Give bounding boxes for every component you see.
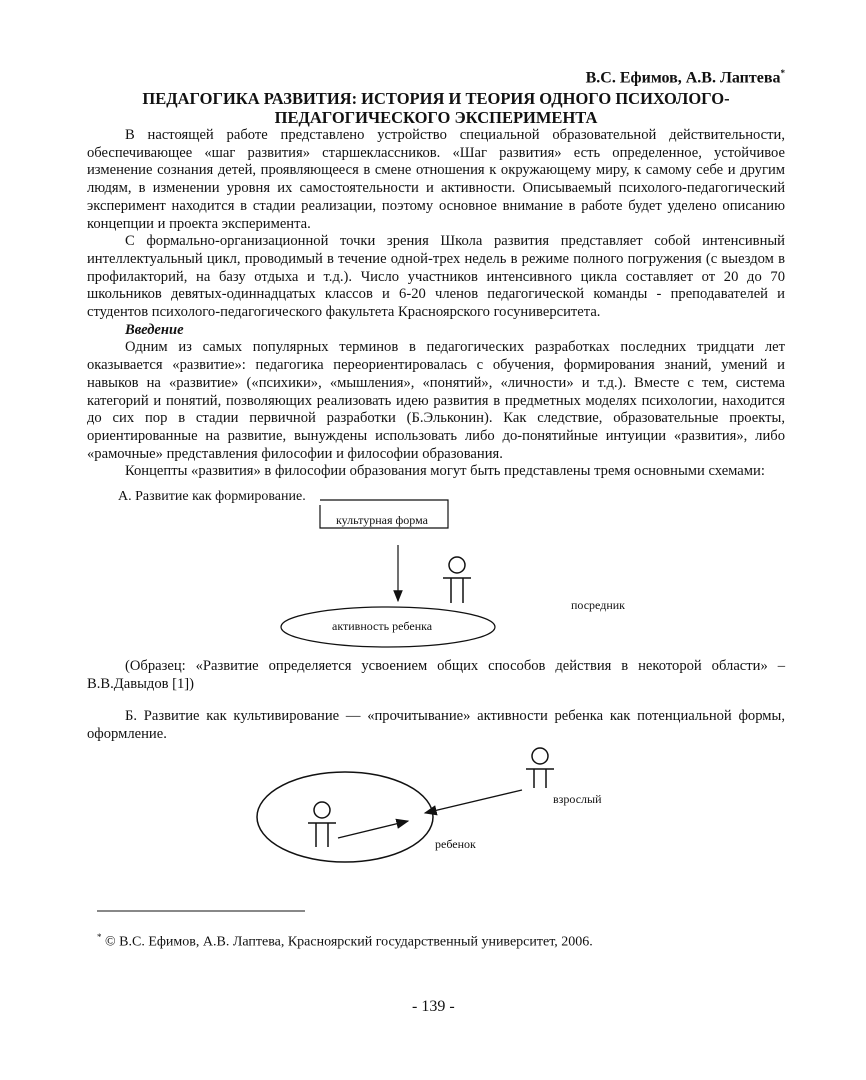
footnote bbox=[97, 932, 593, 951]
caption-a: (Образец: «Развитие определяется усвоением общих способов действия в некоторой области» – В.В.Давыдов [1]) bbox=[87, 658, 785, 692]
child-activity-label: активность ребенка bbox=[332, 619, 433, 633]
footnote-mark: * bbox=[780, 68, 785, 78]
mediator-label: посредник bbox=[571, 598, 625, 612]
footnote-text: © В.С. Ефимов, А.В. Лаптева, Красноярский государственный университет, 2006. bbox=[105, 934, 593, 950]
child-label: ребенок bbox=[435, 837, 476, 851]
diagram-a-label: А. Развитие как формирование. bbox=[118, 489, 306, 504]
diagram-b-label: Б. Развитие как культивирование — «прочитывание» активности ребенка как потенциальной формы, оформление. bbox=[87, 708, 785, 742]
adult-arrow bbox=[425, 790, 522, 813]
child-figure-icon bbox=[308, 802, 336, 847]
title-line-1: ПЕДАГОГИКА РАЗВИТИЯ: ИСТОРИЯ И ТЕОРИЯ ОДНОГО ПСИХОЛОГО- bbox=[142, 89, 730, 108]
culture-form-label: культурная форма bbox=[336, 513, 428, 527]
section-heading: Введение bbox=[125, 321, 184, 338]
title-line-2: ПЕДАГОГИЧЕСКОГО ЭКСПЕРИМЕНТА bbox=[274, 108, 598, 127]
page-number: - 139 - bbox=[412, 998, 455, 1015]
paragraph: Концепты «развития» в философии образования могут быть представлены тремя основными схемами: bbox=[125, 463, 765, 480]
inner-arrow bbox=[338, 821, 408, 838]
adult-label: взрослый bbox=[553, 792, 602, 806]
footnote-mark: * bbox=[97, 932, 102, 942]
paragraph: В настоящей работе представлено устройство специальной образовательной действительности, обеспечивающее «шаг развития» старшеклассников. «Шаг развития» есть определенное, устойчивое изменение сознания детей, проявляющееся в смене отношения к окружающему миру, к самому себе и другим людям, в изменении уровня их самостоятельности и активности. Описываемый психолого-педагогический эксперимент находится в стадии реализации, поэтому основное внимание в работе будет уделено описанию концепции и проекта эксперимента. bbox=[87, 127, 785, 232]
mediator-figure-icon bbox=[443, 557, 471, 603]
paragraph: Одним из самых популярных терминов в педагогических разработках последних тридцати лет оказывается «развитие»: педагогика переориентировалась с обучения, формирования знаний, умений и навыков на «развитие» («психики», «мышления», «понятий», «личности» и т.д.). Вместе с тем, система категорий и понятий, позволяющих реализовать идею развития в предметных моделях психологии, находится до сих пор в стадии первичной разработки (Б.Эльконин). Как следствие, образовательные проекты, ориентированные на развитие, вынуждены использовать либо до-понятийные интуиции «развития», либо «рамочные» представления философии и философии образования. bbox=[87, 339, 785, 462]
adult-figure-icon bbox=[526, 748, 554, 788]
authors-text: В.С. Ефимов, А.В. Лаптева bbox=[585, 69, 781, 87]
paragraph: С формально-организационной точки зрения Школа развития представляет собой интенсивный интеллектуальный цикл, проводимый в течение одной-трех недель в режиме полного погружения (с выездом в профилакторий, на базу отдыха и т.д.). Число участников интенсивного цикла составляет от 20 до 70 школьников девятых-одиннадцатых классов и 6-20 членов педагогической команды - преподавателей и студентов психолого-педагогического факультета Красноярского госуниверситета. bbox=[87, 233, 785, 321]
child-ellipse bbox=[257, 772, 433, 862]
